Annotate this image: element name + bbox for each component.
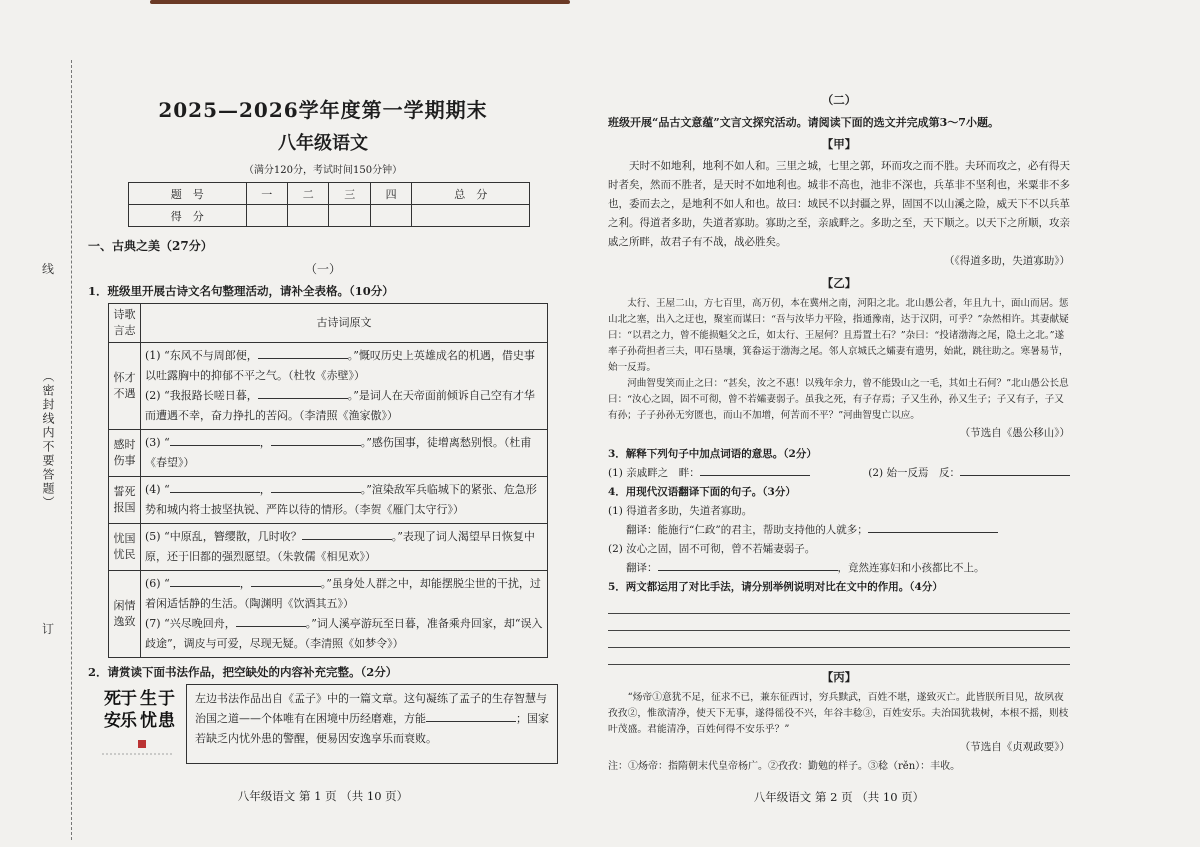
calligraphy-char: 死 xyxy=(104,689,121,709)
binding-mark-xian: 线 xyxy=(42,262,55,276)
question-4-translation: 翻译： ，竟然连寡妇和小孩都比不上。 xyxy=(608,559,1070,578)
passage-source: （节选自《贞观政要》） xyxy=(959,741,1070,753)
calligraphy-char: 安 xyxy=(104,711,121,731)
answer-blank[interactable] xyxy=(960,464,1070,476)
question-4: 4．用现代汉语翻译下面的句子。（3分） xyxy=(608,486,796,498)
answer-blank[interactable] xyxy=(170,434,260,446)
answer-lines[interactable] xyxy=(608,597,1070,665)
seal-stamp xyxy=(138,740,146,748)
score-cell[interactable] xyxy=(329,205,370,227)
question-5: 5．两文都运用了对比手法，请分别举例说明对比在文中的作用。（4分） xyxy=(608,581,943,593)
answer-blank[interactable] xyxy=(258,347,348,359)
answer-blank[interactable] xyxy=(236,615,306,627)
passage-yi: 河曲智叟笑而止之曰：“甚矣，汝之不惠！以残年余力，曾不能毁山之一毛，其如土石何？”北山愚公长息曰：“汝心之固，固不可彻，曾不若孀妻弱子。虽我之死，有子存焉；子又生孙，孙又生子；子又有子，子又有孙；子子孙孙无穷匮也，而山不加增，何苦而不平？”河曲智叟亡以应。 xyxy=(608,378,1069,421)
answer-blank[interactable] xyxy=(258,387,348,399)
passage-label: 【乙】 xyxy=(821,276,857,290)
page-footer: 八年级语文 第 1 页 （共 10 页） xyxy=(237,789,409,803)
poem-category: 闲情逸致 xyxy=(109,571,141,658)
score-cell[interactable] xyxy=(370,205,411,227)
part-heading: （一） xyxy=(304,262,341,276)
answer-blank[interactable] xyxy=(251,575,321,587)
binding-mark-ding: 订 xyxy=(42,622,55,636)
question-2: 2．请赏读下面书法作品，把空缺处的内容补充完整。（2分） xyxy=(88,665,398,679)
score-header-cell: 题 号 xyxy=(129,183,247,205)
passage-jia: 天时不如地利，地利不如人和。三里之城，七里之郭，环而攻之而不胜。夫环而攻之，必有得天时者矣，然而不胜者，是天时不如地利也。城非不高也，池非不深也，兵革非不坚利也，米粟非不多也，委而去之，是地利不如人和也。故曰：域民不以封疆之界，固国不以山溪之险，威天下不以兵革之利。得道者多助，失道者寡助。寡助之至，亲戚畔之。多助之至，天下顺之。以天下之所顺，攻亲戚之所畔，故君子有不战，战必胜矣。 xyxy=(608,160,1070,248)
poem-table-header: 诗歌言志 xyxy=(109,304,141,343)
answer-blank[interactable] xyxy=(271,481,361,493)
poem-category: 怀才不遇 xyxy=(109,343,141,430)
calligraphy-char: 于 xyxy=(158,689,175,709)
calligraphy-char: 患 xyxy=(158,711,175,731)
exam-meta: （满分120分，考试时间150分钟） xyxy=(243,165,403,176)
exam-title: 2025—2026学年度第一学期期末 xyxy=(158,98,488,122)
answer-blank[interactable] xyxy=(271,434,361,446)
poem-category: 忧国忧民 xyxy=(109,524,141,571)
poem-table-header: 古诗词原文 xyxy=(141,304,548,343)
question-4-translation: 翻译：能施行“仁政”的君主，帮助支持他的人就多； xyxy=(608,521,1070,540)
answer-blank[interactable] xyxy=(868,521,998,533)
answer-blank[interactable] xyxy=(302,528,392,540)
poem-category: 感时伤事 xyxy=(109,430,141,477)
passage-notes: 注：①炀帝：指隋朝末代皇帝杨广。②孜孜：勤勉的样子。③稔（rěn）：丰收。 xyxy=(608,761,961,772)
poem-table xyxy=(108,303,548,658)
poem-cell: (5) “中原乱，簪缨散，几时收？ 。”表现了词人渴望早日恢复中原，还于旧都的强烈愿望。（朱敦儒《相见欢》） xyxy=(141,524,548,571)
question-3: 3．解释下列句子中加点词语的意思。（2分） xyxy=(608,448,817,460)
poem-cell: (1) “东风不与周郎便， 。”慨叹历史上英雄成名的机遇，借史事以吐露胸中的抑郁不平之气。（杜牧《赤壁》） (2) “我报路长嗟日暮， 。”是词人在天帝面前倾诉自己空有才华而遭遇不幸，奋力挣扎的苦闷。（李清照《渔家傲》） xyxy=(141,343,548,430)
passage-yi: 太行、王屋二山，方七百里，高万仞，本在冀州之南，河阳之北。北山愚公者，年且九十，面山而居。惩山北之塞，出入之迂也，聚室而谋曰：“吾与汝毕力平险，指通豫南，达于汉阴，可乎？”杂然相许。其妻献疑曰：“以君之力，曾不能损魁父之丘，如太行、王屋何？且焉置土石？”杂曰：“投诸渤海之尾，隐土之北。”遂率子孙荷担者三夫，叩石垦壤，箕畚运于渤海之尾。邻人京城氏之孀妻有遗男，始龀，跳往助之。寒暑易节，始一反焉。 xyxy=(608,298,1069,373)
calligraphy-row xyxy=(98,684,558,764)
section-heading: 一、古典之美（27分） xyxy=(88,239,213,253)
score-header-cell: 总 分 xyxy=(412,183,530,205)
passage-source: （节选自《愚公移山》） xyxy=(959,427,1070,439)
question-2-text: 左边书法作品出自《孟子》中的一篇文章。这句凝练了孟子的生存智慧与治国之道——个体唯有在困境中历经磨难，方能 ；国家若缺乏内忧外患的警醒，便易因安逸享乐而衰败。 xyxy=(186,684,558,764)
score-cell[interactable] xyxy=(288,205,329,227)
poem-category: 誓死报国 xyxy=(109,477,141,524)
score-header-cell: 四 xyxy=(370,183,411,205)
score-cell[interactable] xyxy=(246,205,287,227)
calligraphy-char: 忧 xyxy=(140,711,157,731)
part-intro: 班级开展“品古文意蕴”文言文探究活动。请阅读下面的选文并完成第3～7小题。 xyxy=(608,116,999,129)
poem-cell: (6) “ ， 。”虽身处人群之中，却能摆脱尘世的干扰，过着闲适恬静的生活。（陶渊明《饮酒其五》） (7) “兴尽晚回舟， 。”词人溪亭游玩至日暮，准备乘舟回家，却“误入歧途”，调皮与可爱，尽现无疑。（李清照《如梦令》） xyxy=(141,571,548,658)
calligraphy-artwork xyxy=(98,684,178,764)
score-table xyxy=(128,182,530,227)
passage-source: （《得道多助，失道寡助》） xyxy=(944,255,1070,267)
question-1: 1．班级里开展古诗文名句整理活动，请补全表格。（10分） xyxy=(88,284,394,298)
exam-page-1 xyxy=(88,88,558,808)
poem-cell: (3) “ ， 。”感伤国事，徒增离愁别恨。（杜甫《春望》） xyxy=(141,430,548,477)
question-3-items: (1) 亲戚畔之 畔： (2) 始一反焉 反： xyxy=(608,464,1070,483)
answer-blank[interactable] xyxy=(658,559,838,571)
exam-subject: 八年级语文 xyxy=(278,133,368,154)
question-4-item: (2) 汝心之固，固不可彻，曾不若孀妻弱子。 xyxy=(608,543,816,555)
calligraphy-char: 生 xyxy=(140,689,157,709)
top-edge-strip xyxy=(150,0,570,4)
passage-label: 【甲】 xyxy=(821,137,857,151)
answer-blank[interactable] xyxy=(170,481,260,493)
answer-blank[interactable] xyxy=(170,575,240,587)
answer-blank[interactable] xyxy=(426,710,516,722)
score-cell[interactable] xyxy=(412,205,530,227)
part-heading: （二） xyxy=(821,93,857,107)
calligraphy-char: 于 xyxy=(120,689,137,709)
answer-blank[interactable] xyxy=(700,464,810,476)
score-header-cell: 三 xyxy=(329,183,370,205)
page-footer: 八年级语文 第 2 页 （共 10 页） xyxy=(753,790,925,804)
binding-margin xyxy=(38,60,72,840)
poem-cell: (4) “ ， 。”渲染敌军兵临城下的紧张、危急形势和城内将士披坚执锐、严阵以待的情形。（李贺《雁门太守行》） xyxy=(141,477,548,524)
passage-label: 【丙】 xyxy=(821,670,857,684)
score-row-label: 得 分 xyxy=(129,205,247,227)
score-header-cell: 一 xyxy=(246,183,287,205)
question-4-item: (1) 得道者多助，失道者寡助。 xyxy=(608,505,753,517)
binding-notice: （密封线内不要答题） xyxy=(41,370,55,510)
calligraphy-char: 乐 xyxy=(120,711,137,731)
score-header-cell: 二 xyxy=(288,183,329,205)
passage-bing: “炀帝①意犹不足，征求不已，兼东征西讨，穷兵黩武，百姓不堪，遂致灭亡。此皆朕所目见，故夙夜孜孜②，惟欲清净，使天下无事，遂得徭役不兴，年谷丰稔③，百姓安乐。夫治国犹栽树，本根不摇，则枝叶茂盛。君能清净，百姓何得不安乐乎？” xyxy=(608,692,1069,735)
exam-page-2 xyxy=(608,88,1070,808)
